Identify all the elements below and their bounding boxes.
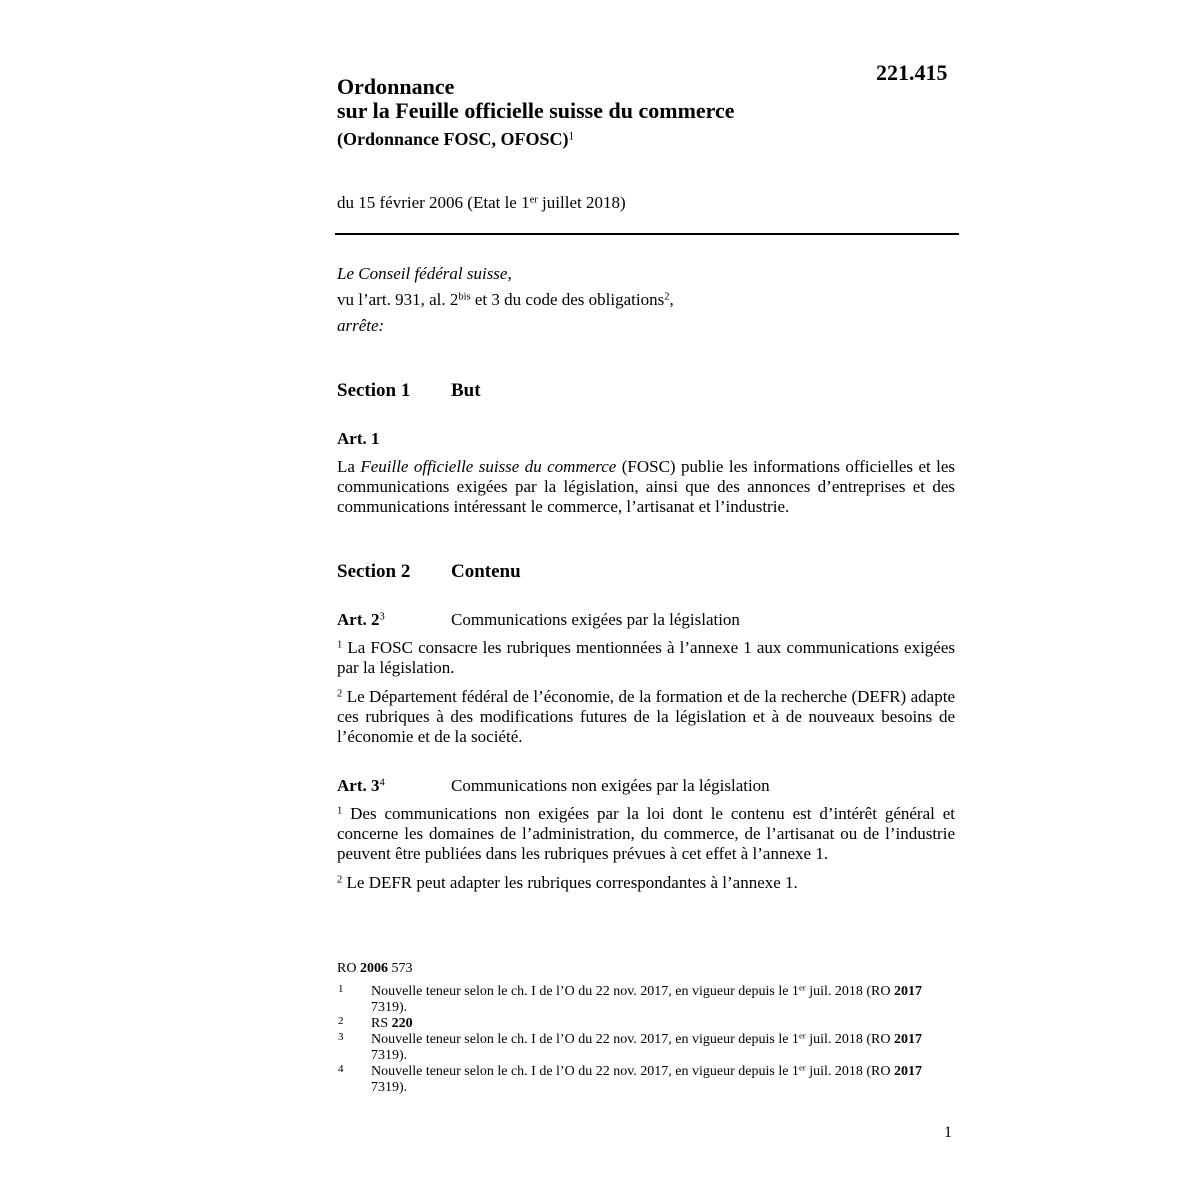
- title-short-text: (Ordonnance FOSC, OFOSC): [337, 129, 569, 149]
- footnote-number: 3: [338, 1031, 344, 1043]
- fn-suffix: 7319).: [371, 1048, 408, 1063]
- preamble-authority: Le Conseil fédéral suisse,: [337, 264, 512, 283]
- basis-sup: bis: [458, 291, 471, 303]
- article-3-paragraph-1: [337, 804, 955, 864]
- article-3-label: [337, 776, 385, 796]
- fn-bold: 2017: [893, 1064, 922, 1079]
- paragraph-text: Le Département fédéral de l’économie, de la formation et de la recherche (DEFR) adapte ces rubriques à des modifications futures de la législation et à de nouveaux besoins de l’économie et de la société.: [337, 687, 955, 746]
- footnote-2: [371, 1016, 955, 1032]
- date-prefix: du 15 février 2006 (Etat le 1: [337, 193, 530, 212]
- date-suffix: juillet 2018): [537, 193, 626, 212]
- footnote-ref-4[interactable]: 4: [379, 777, 385, 789]
- fn-prefix: Nouvelle teneur selon le ch. I de l’O du 22 nov. 2017, en vigueur depuis le 1: [371, 1064, 799, 1079]
- preamble-decree: arrête:: [337, 316, 385, 335]
- footnote-ref-3[interactable]: 3: [379, 611, 385, 623]
- section-1-label: Section 1: [337, 380, 411, 401]
- title-short: [337, 129, 574, 150]
- fn-prefix: RS: [371, 1016, 392, 1031]
- fn-prefix: Nouvelle teneur selon le ch. I de l’O du 22 nov. 2017, en vigueur depuis le 1: [371, 984, 799, 999]
- article-2-label-text: Art. 2: [337, 610, 380, 629]
- article-2-title: Communications exigées par la législation: [451, 610, 740, 629]
- fn-sup: er: [798, 982, 806, 993]
- section-2-label: Section 2: [337, 561, 411, 582]
- basis-prefix: vu l’art. 931, al. 2: [337, 290, 459, 309]
- fn-sup: er: [798, 1062, 806, 1073]
- paragraph-number: 2: [337, 874, 343, 886]
- paragraph-text: Des communications non exigées par la loi dont le contenu est d’intérêt général et concerne les domaines de l’administration, du commerce, de l’artisanat ou de l’industrie peuvent être publiées dans les rubriques prévues à cet effet à l’annexe 1.: [337, 804, 955, 863]
- footnote-ref-2[interactable]: 2: [664, 291, 670, 303]
- enactment-date: [337, 193, 626, 213]
- footnote-number: 1: [338, 983, 344, 995]
- source-year: 2006: [359, 961, 388, 976]
- source-prefix: RO: [337, 961, 360, 976]
- source-page: 573: [387, 961, 413, 976]
- fn-middle: juil. 2018 (RO: [805, 1032, 894, 1047]
- article-1-label: Art. 1: [337, 429, 380, 448]
- paragraph-number: 2: [337, 688, 343, 700]
- fn-prefix: Nouvelle teneur selon le ch. I de l’O du 22 nov. 2017, en vigueur depuis le 1: [371, 1032, 799, 1047]
- section-1-title: But: [451, 380, 481, 401]
- fn-bold: 220: [391, 1016, 413, 1031]
- footnote-number: 2: [338, 1015, 344, 1027]
- footnote-4: [371, 1064, 955, 1096]
- basis-suffix: ,: [669, 290, 674, 309]
- basis-middle: et 3 du code des obligations: [470, 290, 665, 309]
- footnote-source: [337, 961, 412, 977]
- paragraph-text: Le DEFR peut adapter les rubriques correspondantes à l’annexe 1.: [346, 873, 798, 892]
- article-1-text-italic: Feuille officielle suisse du commerce: [360, 457, 617, 476]
- article-2-paragraph-1: [337, 638, 955, 678]
- article-1-text-rest: (FOSC) publie les informations officielles et les communications exigées par la législation, ainsi que des annonces d’entreprises et des communications intéressant le commerce, l’artisanat et l’industrie.: [337, 457, 955, 516]
- fn-middle: juil. 2018 (RO: [805, 984, 894, 999]
- article-3-label-text: Art. 3: [337, 776, 380, 795]
- fn-bold: 2017: [893, 1032, 922, 1047]
- article-1-text: [337, 457, 955, 517]
- title-line-1: Ordonnance: [337, 74, 455, 99]
- paragraph-number: 1: [337, 639, 343, 651]
- fn-suffix: 7319).: [371, 1000, 408, 1015]
- paragraph-number: 1: [337, 805, 343, 817]
- page-number: 1: [944, 1124, 952, 1141]
- paragraph-text: La FOSC consacre les rubriques mentionnées à l’annexe 1 aux communications exigées par la législation.: [337, 638, 956, 677]
- header-divider: [335, 233, 959, 235]
- article-2-paragraph-2: [337, 687, 955, 747]
- article-2-label: [337, 610, 385, 630]
- article-3-title: Communications non exigées par la législation: [451, 776, 770, 795]
- article-1-text-prefix: La: [337, 457, 361, 476]
- footnote-1: [371, 984, 955, 1016]
- rs-number: 221.415: [876, 60, 948, 85]
- title-line-2: sur la Feuille officielle suisse du commerce: [337, 98, 735, 123]
- footnote-ref-1[interactable]: 1: [568, 130, 575, 143]
- article-3-paragraph-2: [337, 873, 955, 893]
- footnote-3: [371, 1032, 955, 1064]
- preamble-legal-basis: [337, 290, 674, 310]
- fn-bold: 2017: [893, 984, 922, 999]
- date-sup: er: [529, 194, 538, 206]
- fn-middle: juil. 2018 (RO: [805, 1064, 894, 1079]
- fn-suffix: 7319).: [371, 1080, 408, 1095]
- footnote-number: 4: [338, 1063, 344, 1075]
- fn-sup: er: [798, 1030, 806, 1041]
- section-2-title: Contenu: [451, 561, 521, 582]
